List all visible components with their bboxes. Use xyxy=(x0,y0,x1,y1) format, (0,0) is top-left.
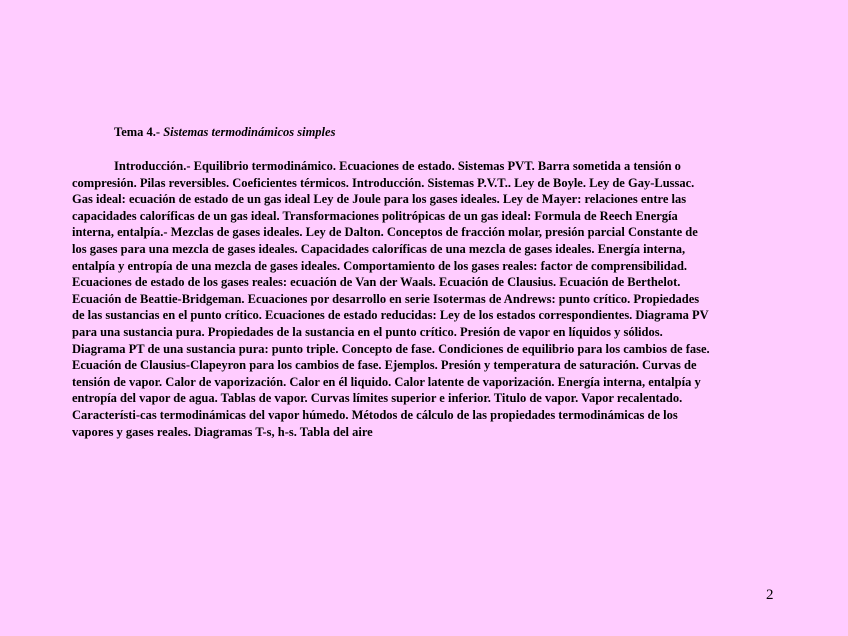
topic-title: Sistemas termodinámicos simples xyxy=(163,125,336,139)
page-number: 2 xyxy=(766,587,774,603)
topic-heading xyxy=(114,124,335,140)
body-paragraph: Introducción.- Equilibrio termodinámico. Ecuaciones de estado. Sistemas PVT. Barra sometida a tensión o compresión. Pilas reversibles. Coeficientes térmicos. Introducción. Sistemas P.V.T.. Ley de Boyle. Ley de Gay-Lussac. Gas ideal: ecuación de estado de un gas ideal Ley de Joule para los gases ideales. Ley de Mayer: relaciones entre las capacidades caloríficas de un gas ideal. Transformaciones politrópicas de un gas ideal: Formula de Reech Energía interna, entalpía.- Mezclas de gases ideales. Ley de Dalton. Conceptos de fracción molar, presión parcial Constante de los gases para una mezcla de gases ideales. Capacidades caloríficas de una mezcla de gases ideales. Energía interna, entalpía y entropía de una mezcla de gases ideales. Comportamiento de los gases reales: factor de comprensibilidad. Ecuaciones de estado de los gases reales: ecuación de Van der Waals. Ecuación de Clausius. Ecuación de Berthelot. Ecuación de Beattie-Bridgeman. Ecuaciones por desarrollo en serie Isotermas de Andrews: punto crítico. Propiedades de las sustancias en el punto crítico. Ecuaciones de estado reducidas: Ley de los estados correspondientes. Diagrama PV para una sustancia pura. Propiedades de la sustancia en el punto crítico. Presión de vapor en líquidos y sólidos. Diagrama PT de una sustancia pura: punto triple. Concepto de fase. Condiciones de equilibrio para los cambios de fase. Ecuación de Clausius-Clapeyron para los cambios de fase. Ejemplos. Presión y temperatura de saturación. Curvas de tensión de vapor. Calor de vaporización. Calor en él liquido. Calor latente de vaporización. Energía interna, entalpía y entropía del vapor de agua. Tablas de vapor. Curvas límites superior e inferior. Titulo de vapor. Vapor recalentado. Característi-cas termodinámicas del vapor húmedo. Métodos de cálculo de las propiedades termodinámicas de los vapores y gases reales. Diagramas T-s, h-s. Tabla del aire xyxy=(72,159,710,439)
topic-label: Tema 4.- xyxy=(114,125,161,139)
